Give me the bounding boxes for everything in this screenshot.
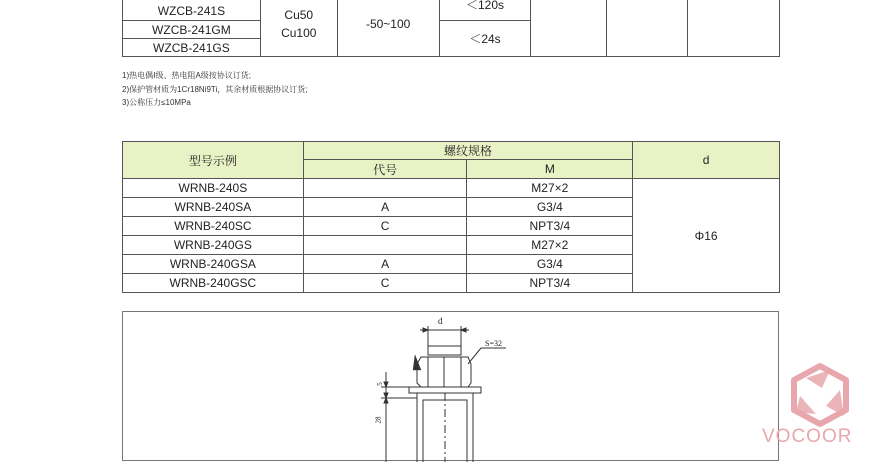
header-d: d <box>633 142 780 179</box>
header-model: 型号示例 <box>123 142 304 179</box>
time-cell: ＜120s <box>439 0 531 21</box>
model-cell: WZCB-241GS <box>123 39 261 57</box>
table-row-code: C <box>303 274 467 293</box>
model-cell: WZCB-241GM <box>123 21 261 39</box>
dim-28-label: 28 <box>374 416 383 424</box>
range-cell: -50~100 <box>337 0 439 57</box>
table-row-code: A <box>303 255 467 274</box>
dim-5-label: 5 <box>375 382 384 386</box>
material-text: Cu50 Cu100 <box>281 7 317 40</box>
table-row-model: WRNB-240GSA <box>123 255 304 274</box>
table-row-code <box>303 179 467 198</box>
spec-table <box>122 141 780 293</box>
header-m: M <box>467 160 633 179</box>
note-1: 1)热电偶Ⅰ级、热电阻A级按协议订货; <box>122 71 252 80</box>
note-3: 3)公称压力≤10MPa <box>122 98 191 107</box>
top-table <box>122 0 780 57</box>
table-row-model: WRNB-240SA <box>123 198 304 217</box>
d-value-cell: Φ16 <box>633 179 780 293</box>
drawing-frame <box>122 311 779 461</box>
d-dimension-label: d <box>438 316 443 326</box>
table-row-model: WRNB-240GSC <box>123 274 304 293</box>
note-2: 2)保护管材质为1Cr18Ni9Ti，其余材质根据协议订货; <box>122 85 308 94</box>
table-row-code: A <box>303 198 467 217</box>
header-code: 代号 <box>303 160 467 179</box>
table-row-m: G3/4 <box>467 255 633 274</box>
header-thread: 螺纹规格 <box>303 142 632 160</box>
thermocouple-drawing <box>123 312 780 462</box>
time-cell: ＜24s <box>439 21 531 57</box>
logo-text: VOCOOR <box>762 426 853 447</box>
material-cell <box>260 0 337 57</box>
table-row-m: NPT3/4 <box>467 274 633 293</box>
empty-cell <box>607 0 688 57</box>
table-row-model: WRNB-240SC <box>123 217 304 236</box>
model-cell: WZCB-241S <box>123 0 261 21</box>
table-row-code <box>303 236 467 255</box>
table-row-m: NPT3/4 <box>467 217 633 236</box>
table-row-m: G3/4 <box>467 198 633 217</box>
table-row-model: WRNB-240GS <box>123 236 304 255</box>
empty-cell <box>531 0 607 57</box>
table-row-model: WRNB-240S <box>123 179 304 198</box>
empty-cell <box>688 0 780 57</box>
table-row-code: C <box>303 217 467 236</box>
table-row-m: M27×2 <box>467 236 633 255</box>
s-dimension-label: S=32 <box>485 339 502 348</box>
table-row-m: M27×2 <box>467 179 633 198</box>
